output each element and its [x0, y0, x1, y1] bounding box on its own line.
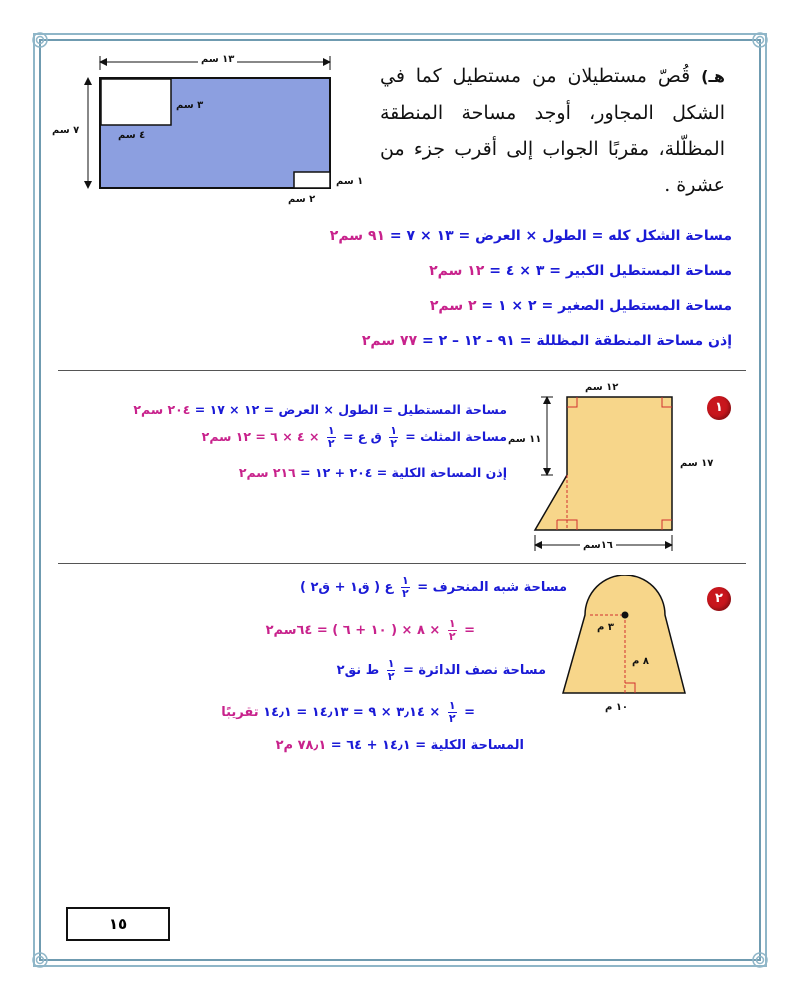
figure-1-right-label: ١٧ سم — [680, 458, 714, 469]
figure-h-small-height-label: ١ سم — [336, 176, 364, 187]
figure-1-top-label: ١٢ سم — [585, 382, 619, 393]
question-1-line-3: إذن المساحة الكلية = ٢٠٤ + ١٢ = ٢١٦ سم٢ — [238, 465, 507, 480]
composite-shape-figure — [520, 385, 690, 555]
page-number: ١٥ — [108, 915, 128, 933]
figure-h-width-label: ١٣ سم — [198, 54, 237, 65]
figure-2-base-label: ١٠ م — [605, 702, 629, 713]
question-2-badge: ٢ — [707, 587, 731, 611]
question-h-text — [380, 58, 725, 203]
question-2-line-2: = $\frac{١}{٢}$ × ٨ × ( ١٠ + ٦ ) = ٦٤سم٢ — [265, 617, 475, 643]
figure-2-height-label: ٨ م — [632, 656, 649, 667]
figure-1-bottom-label: ١٦سم — [580, 540, 616, 551]
figure-h-small-width-label: ٢ سم — [288, 194, 316, 205]
figure-h-big-height-label: ٣ سم — [176, 100, 204, 111]
trapezoid-semicircle-figure — [555, 575, 705, 705]
figure-1-left-label: ١١ سم — [508, 434, 542, 445]
question-h-line-2: مساحة المستطيل الكبير = ٣ × ٤ = ١٢ سم٢ — [429, 263, 732, 279]
question-2-line-5: المساحة الكلية = ١٤٫١ + ٦٤ = ٧٨٫١ م٢ — [275, 738, 524, 753]
question-h-line-3: مساحة المستطيل الصغير = ٢ × ١ = ٢ سم٢ — [429, 298, 732, 314]
section-divider — [58, 370, 746, 371]
question-1-line-2: مساحة المثلث = $\frac{١}{٢}$ ق ع = $\frac{١}{٢}$ × ٤ × ٦ = ١٢ سم٢ — [201, 424, 507, 450]
question-2-line-4: = $\frac{١}{٢}$ × ٣٫١٤ × ٩ = ١٤٫١٣ = ١٤٫١ تقريبًا — [221, 699, 475, 725]
rectangle-cutout-figure — [70, 50, 370, 210]
question-h-body: قُصّ مستطيلان من مستطيل كما في الشكل المجاور، أوجد مساحة المنطقة المظلّلة، مقربًا الجواب إلى أقرب جزء من عشرة . — [380, 65, 725, 196]
question-2-line-1: مساحة شبه المنحرف = $\frac{١}{٢}$ ع ( ق١ + ق٢ ) — [300, 574, 567, 600]
question-2-line-3: مساحة نصف الدائرة = $\frac{١}{٢}$ ط نق٢ — [336, 657, 546, 683]
question-h-line-1: مساحة الشكل كله = الطول × العرض = ١٣ × ٧ = ٩١ سم٢ — [329, 228, 732, 244]
figure-2-radius-label: ٣ م — [597, 622, 614, 633]
question-h-label: هـ) — [701, 67, 725, 86]
question-1-badge: ١ — [707, 396, 731, 420]
figure-h-height-label: ٧ سم — [52, 125, 80, 136]
figure-h-big-width-label: ٤ سم — [118, 130, 146, 141]
section-divider — [58, 563, 746, 564]
question-1-line-1: مساحة المستطيل = الطول × العرض = ١٢ × ١٧ = ٢٠٤ سم٢ — [133, 402, 507, 417]
question-h-line-4: إذن مساحة المنطقة المظللة = ٩١ – ١٢ – ٢ = ٧٧ سم٢ — [361, 333, 732, 349]
page-number-box — [66, 907, 170, 941]
